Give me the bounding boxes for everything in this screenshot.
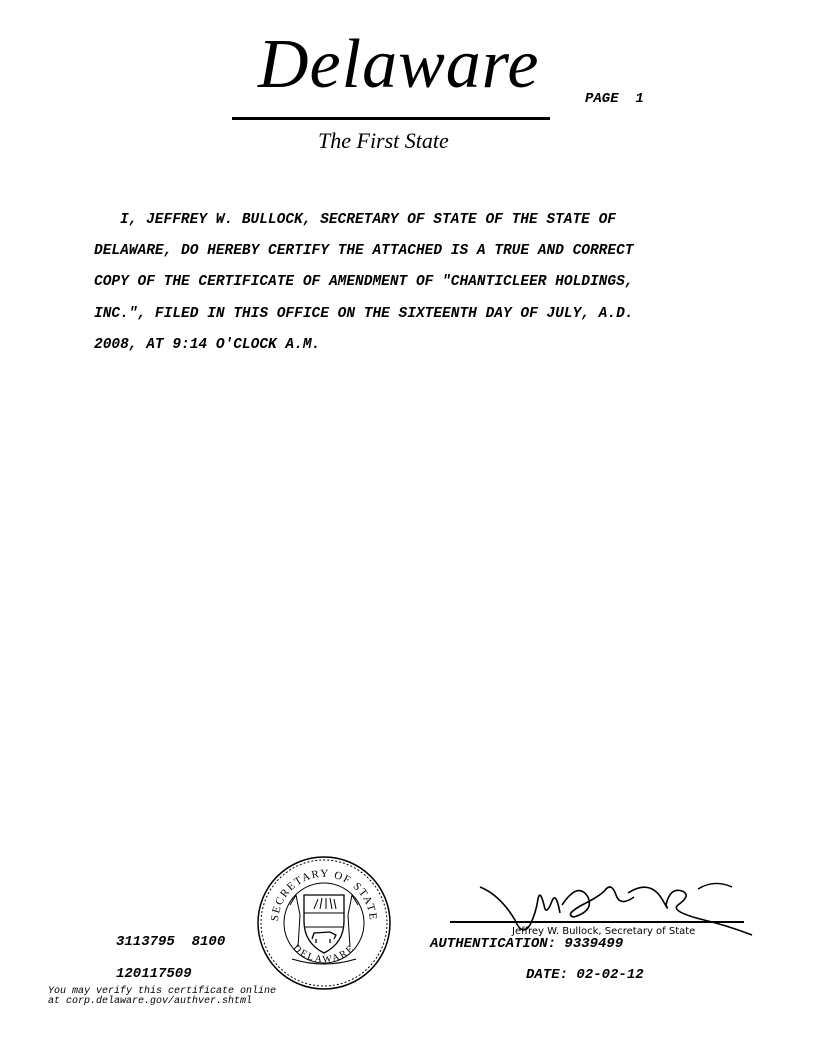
certificate-text-line-3: COPY OF THE CERTIFICATE OF AMENDMENT OF "CHANTICLEER HOLDINGS, bbox=[94, 274, 634, 290]
document-subtitle: The First State bbox=[318, 128, 449, 153]
document-number: 120117509 bbox=[116, 966, 192, 982]
seal-bottom-text: DELAWARE bbox=[290, 942, 358, 966]
document-title: Delaware bbox=[258, 26, 540, 103]
signature-line bbox=[450, 921, 744, 923]
certificate-text-line-2: DELAWARE, DO HEREBY CERTIFY THE ATTACHED IS A TRUE AND CORRECT bbox=[94, 243, 634, 259]
authentication-number: AUTHENTICATION: 9339499 bbox=[430, 936, 624, 952]
state-seal-icon bbox=[256, 855, 392, 991]
file-number: 3113795 8100 bbox=[116, 934, 226, 950]
certificate-text-line-1: I, JEFFREY W. BULLOCK, SECRETARY OF STATE OF THE STATE OF bbox=[120, 212, 616, 228]
svg-text:DELAWARE bbox=[291, 943, 358, 966]
seal-top-text: SECRETARY OF STATE bbox=[268, 867, 380, 922]
page-number: PAGE 1 bbox=[585, 91, 644, 107]
verify-note-line-1: You may verify this certificate online bbox=[48, 986, 277, 997]
certificate-date: DATE: 02-02-12 bbox=[526, 967, 644, 983]
signature-caption: Jeffrey W. Bullock, Secretary of State bbox=[512, 926, 696, 937]
certificate-text-line-4: INC.", FILED IN THIS OFFICE ON THE SIXTEENTH DAY OF JULY, A.D. bbox=[94, 306, 634, 322]
verify-note-line-2: at corp.delaware.gov/authver.shtml bbox=[48, 996, 253, 1007]
title-underline bbox=[232, 117, 550, 120]
certificate-text-line-5: 2008, AT 9:14 O'CLOCK A.M. bbox=[94, 337, 321, 353]
